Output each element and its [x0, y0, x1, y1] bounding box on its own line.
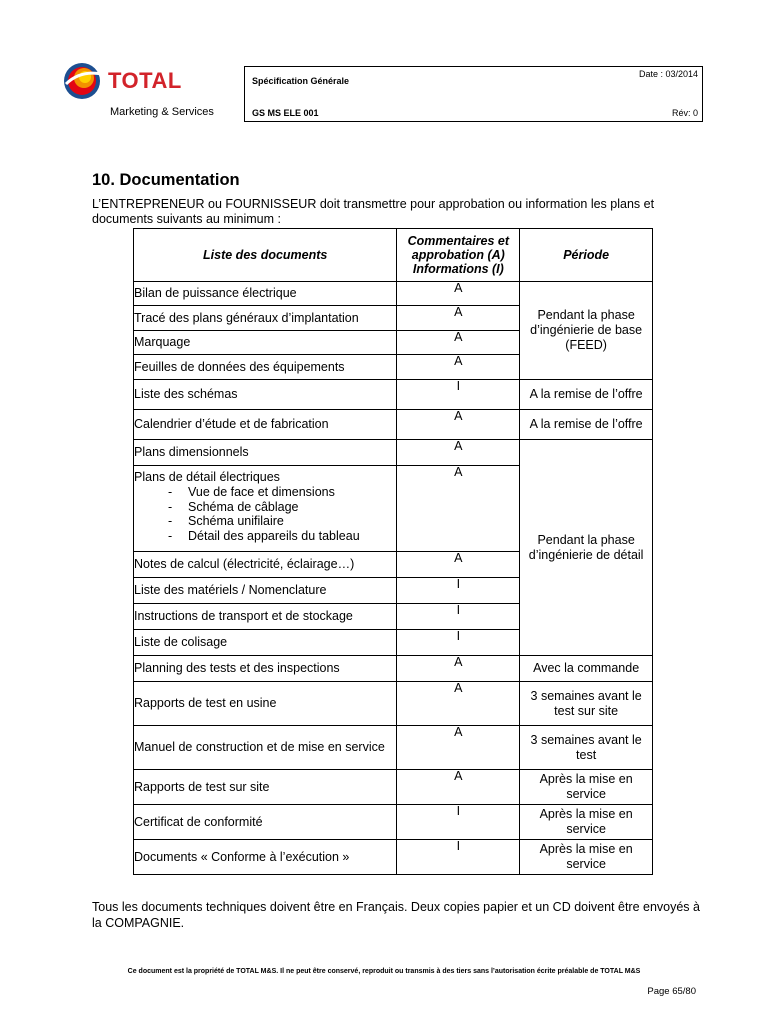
table-row — [134, 840, 653, 875]
document-name: Tracé des plans généraux d’implantation — [134, 306, 397, 331]
period-cell: Après la mise en service — [520, 805, 653, 840]
document-name: Liste de colisage — [134, 630, 397, 656]
section-title: 10. Documentation — [92, 171, 240, 189]
table-row — [134, 380, 653, 410]
section-intro: L’ENTREPRENEUR ou FOURNISSEUR doit transmettre pour approbation ou information les plans et documents suivants au minimum : — [92, 197, 655, 226]
spec-title: Spécification Générale — [252, 76, 350, 86]
approval-code: A — [397, 282, 520, 306]
document-name: Instructions de transport et de stockage — [134, 604, 397, 630]
document-name: Feuilles de données des équipements — [134, 355, 397, 380]
document-name: Plans de détail électriques — [134, 470, 280, 484]
document-name-cell — [134, 466, 397, 552]
approval-code: A — [397, 682, 520, 726]
document-name: Bilan de puissance électrique — [134, 282, 397, 306]
closing-paragraph: Tous les documents techniques doivent être en Français. Deux copies papier et un CD doivent être envoyés à la COMPAGNIE. — [92, 900, 700, 930]
approval-code: A — [397, 726, 520, 770]
list-item: - Vue de face et dimensions — [168, 485, 396, 500]
document-name: Documents « Conforme à l’exécution » — [134, 840, 397, 875]
approval-code: I — [397, 604, 520, 630]
approval-code: A — [397, 331, 520, 355]
approval-code: I — [397, 380, 520, 410]
period-cell: A la remise de l’offre — [520, 380, 653, 410]
approval-code: A — [397, 770, 520, 805]
document-reference: GS MS ELE 001 — [252, 108, 319, 118]
document-name: Rapports de test sur site — [134, 770, 397, 805]
approval-code: A — [397, 466, 520, 552]
documents-table — [133, 228, 653, 875]
table-header-row — [134, 229, 653, 282]
document-name: Marquage — [134, 331, 397, 355]
division-label: Marketing & Services — [110, 106, 214, 118]
document-name: Plans dimensionnels — [134, 440, 397, 466]
list-item: - Schéma unifilaire — [168, 514, 396, 529]
period-cell: Après la mise en service — [520, 840, 653, 875]
document-revision: Rév: 0 — [671, 108, 698, 118]
approval-code: I — [397, 805, 520, 840]
approval-code: A — [397, 656, 520, 682]
footer-notice: Ce document est la propriété de TOTAL M&S. Il ne peut être conservé, reproduit ou transmis à des tiers sans l’autorisation écrite préalable de TOTAL M&S — [127, 968, 641, 975]
period-cell: A la remise de l’offre — [520, 410, 653, 440]
page-number: Page 65/80 — [647, 986, 696, 997]
approval-code: A — [397, 440, 520, 466]
logo-text: TOTAL — [108, 68, 182, 93]
document-name: Notes de calcul (électricité, éclairage…) — [134, 552, 397, 578]
approval-code: A — [397, 552, 520, 578]
approval-code: A — [397, 355, 520, 380]
table-row — [134, 410, 653, 440]
period-cell: Pendant la phase d’ingénierie de base (FEED) — [520, 282, 653, 380]
period-cell: Après la mise en service — [520, 770, 653, 805]
header-documents: Liste des documents — [134, 229, 397, 282]
table-row — [134, 682, 653, 726]
approval-code: A — [397, 306, 520, 331]
table-row — [134, 770, 653, 805]
period-cell: 3 semaines avant le test — [520, 726, 653, 770]
header-period: Période — [520, 229, 653, 282]
period-cell: Pendant la phase d’ingénierie de détail — [520, 440, 653, 656]
total-logo-icon — [62, 60, 106, 102]
approval-code: I — [397, 630, 520, 656]
table-row — [134, 440, 653, 466]
approval-code: I — [397, 578, 520, 604]
detail-sub-list — [134, 485, 396, 543]
list-item: - Schéma de câblage — [168, 500, 396, 515]
period-cell: Avec la commande — [520, 656, 653, 682]
table-row — [134, 726, 653, 770]
document-name: Rapports de test en usine — [134, 682, 397, 726]
table-row — [134, 282, 653, 306]
document-name: Liste des schémas — [134, 380, 397, 410]
approval-code: A — [397, 410, 520, 440]
document-name: Calendrier d’étude et de fabrication — [134, 410, 397, 440]
period-cell: 3 semaines avant le test sur site — [520, 682, 653, 726]
table-row — [134, 805, 653, 840]
document-name: Certificat de conformité — [134, 805, 397, 840]
document-name: Manuel de construction et de mise en service — [134, 726, 397, 770]
list-item: - Détail des appareils du tableau — [168, 529, 396, 544]
document-date: Date : 03/2014 — [638, 69, 698, 79]
document-name: Planning des tests et des inspections — [134, 656, 397, 682]
document-name: Liste des matériels / Nomenclature — [134, 578, 397, 604]
approval-code: I — [397, 840, 520, 875]
table-row — [134, 656, 653, 682]
header-comments: Commentaires et approbation (A) Informations (I) — [397, 229, 520, 282]
